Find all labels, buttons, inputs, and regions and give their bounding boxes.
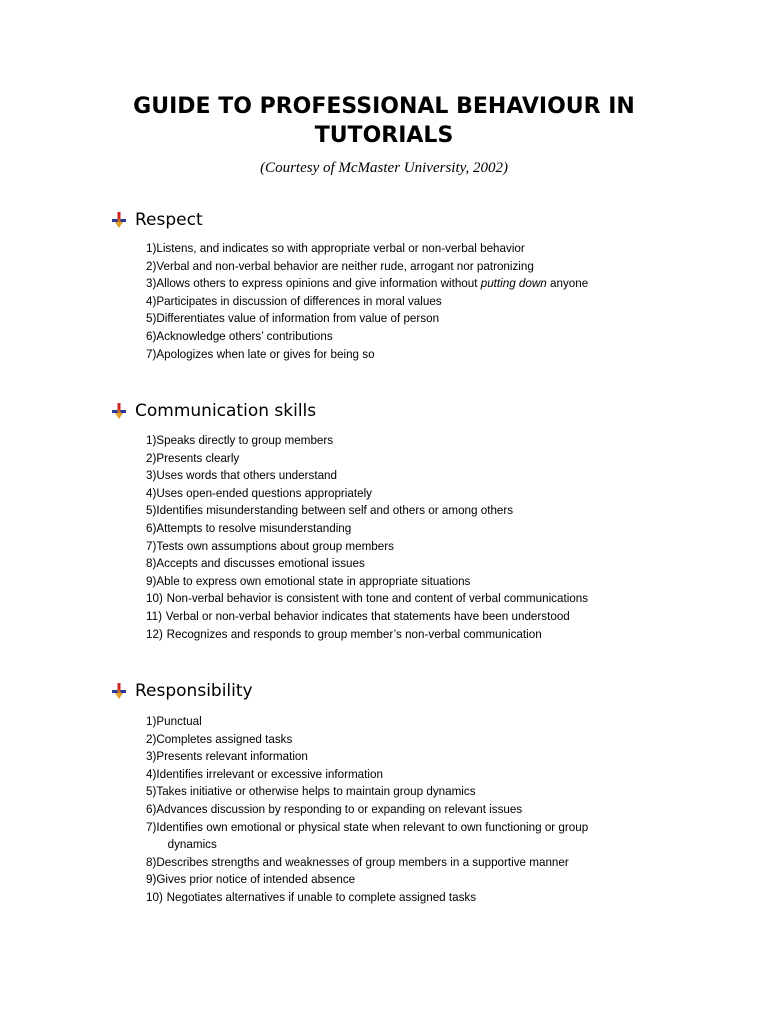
section-heading [112,680,253,702]
section-title: Communication skills [135,401,317,421]
list-item: 4)Uses open-ended questions appropriately [146,485,372,500]
list-item: 3)Presents relevant information [146,749,308,764]
page-title [0,92,768,150]
list-item: 6)Acknowledge others’ contributions [146,328,333,343]
list-item: 5)Takes initiative or otherwise helps to maintain group dynamics [146,784,476,799]
list-item: 6)Advances discussion by responding to or expanding on relevant issues [146,801,523,816]
list-item: 2)Completes assigned tasks [146,731,293,746]
section-title: Responsibility [135,681,253,701]
section-title: Respect [135,210,203,230]
list-item: 1)Speaks directly to group members [146,433,334,447]
list-item: 6)Attempts to resolve misunderstanding [146,520,352,535]
list-item: 7)Identifies own emotional or physical state when relevant to own functioning or group dynamics [146,819,672,854]
list-item-continuation: dynamics [167,837,217,852]
list-item: 1)Punctual [146,714,202,728]
list-item: 8)Accepts and discusses emotional issues [146,556,365,571]
arrow-down-bullet-icon [112,683,126,699]
list-item: 1)Listens, and indicates so with appropriate verbal or non-verbal behavior [146,241,525,255]
list-item: 2)Verbal and non-verbal behavior are neither rude, arrogant nor patronizing [146,258,534,273]
page-subtitle: (Courtesy of McMaster University, 2002) [260,160,508,176]
list-item: 3)Allows others to express opinions and give information without putting down anyone [146,276,589,291]
list-item: 9)Able to express own emotional state in appropriate situations [146,573,471,588]
list-item: 5)Identifies misunderstanding between self and others or among others [146,503,514,518]
emphasis-text: putting down [480,276,547,291]
arrow-down-bullet-icon [112,212,126,228]
section-items [146,432,706,643]
list-item: 8)Describes strengths and weaknesses of group members in a supportive manner [146,854,569,869]
list-item: 2)Presents clearly [146,450,240,465]
section-items [146,713,706,907]
list-item: 4)Identifies irrelevant or excessive information [146,766,383,781]
section-heading [112,209,203,231]
list-item: 12) Recognizes and responds to group member’s non-verbal communication [146,626,542,641]
list-item: 7)Tests own assumptions about group members [146,538,394,553]
list-item: 10) Negotiates alternatives if unable to complete assigned tasks [146,889,477,904]
list-item: 3)Uses words that others understand [146,468,338,483]
list-item: 11) Verbal or non-verbal behavior indicates that statements have been understood [146,608,570,623]
section-heading [112,400,316,422]
page-title-line1: GUIDE TO PROFESSIONAL BEHAVIOUR IN [133,94,635,119]
list-item: 5)Differentiates value of information from value of person [146,311,440,326]
list-item: 4)Participates in discussion of differences in moral values [146,293,442,308]
page-title-line2: TUTORIALS [314,123,454,148]
list-item: 10) Non-verbal behavior is consistent with tone and content of verbal communications [146,591,589,606]
arrow-down-bullet-icon [112,403,126,419]
list-item: 7)Apologizes when late or gives for being so [146,346,375,361]
list-item: 9)Gives prior notice of intended absence [146,872,356,887]
section-items [146,240,706,363]
